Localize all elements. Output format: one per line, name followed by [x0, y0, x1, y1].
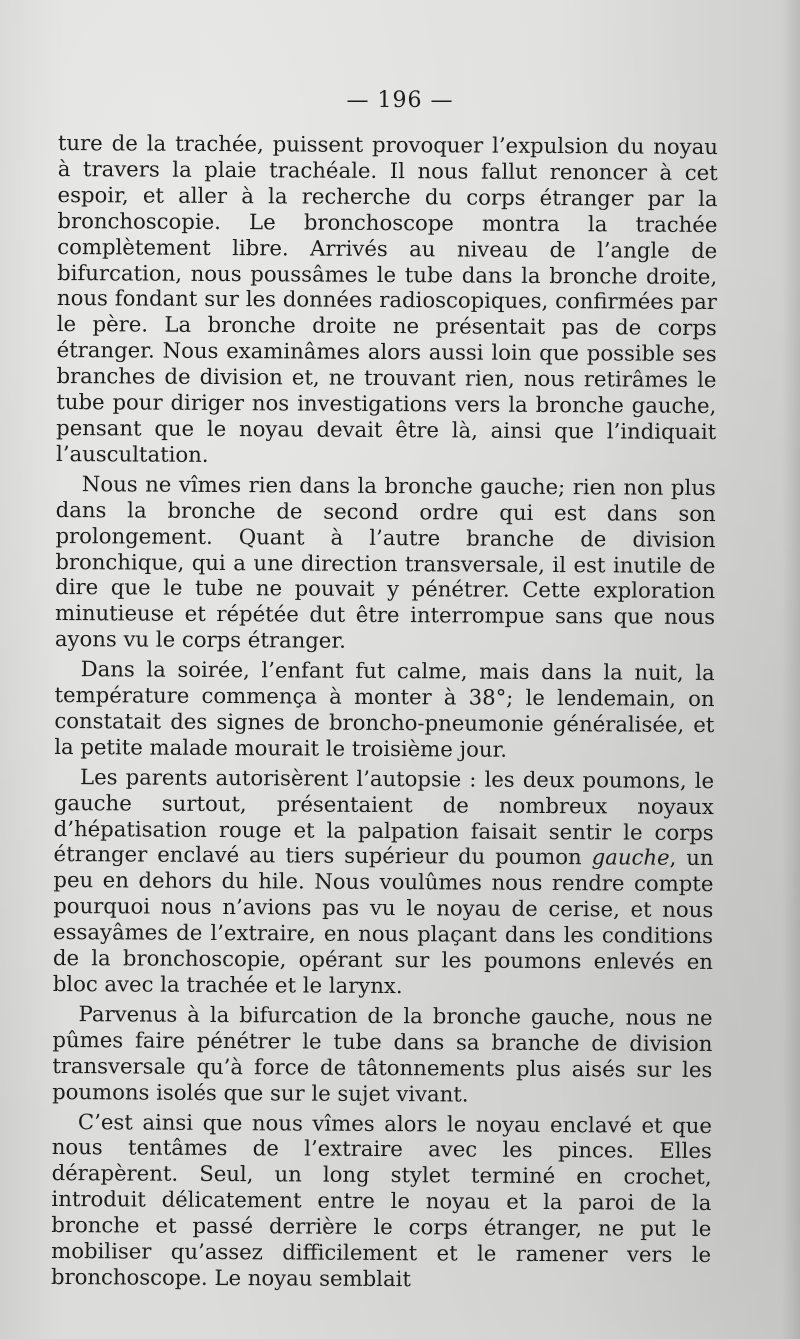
paragraph-bifurcation: Parvenus à la bifurcation de la bronche gauche, nous ne pûmes faire pénétrer le tube dans sa branche de division transversale qu’à force de tâtonnements plus aisés sur les poumons isolés que sur le sujet vivant. — [52, 1001, 713, 1107]
scan-shadow-edge — [782, 0, 800, 1339]
autopsy-text-italic: gauche — [591, 844, 670, 871]
autopsy-text-after: , un peu en dehors du hile. Nous voulûmes nous rendre compte pourquoi nous n’avions pas vu le noyau de cerise, et nous essayâmes de l’extraire, en nous plaçant dans les conditions de la bronchoscopie, opérant sur les poumons enlevés en bloc avec la trachée et le larynx. — [52, 845, 714, 999]
body-text — [51, 130, 718, 1294]
autopsy-text-before: Les parents autorisèrent l’autopsie : les deux poumons, le gauche surtout, présentaient de nombreux noyaux d’hépatisation rouge et la palpation faisait sentir le corps étranger enclavé au tiers supérieur du poumon — [53, 763, 715, 870]
page-number: — 196 — — [346, 88, 454, 113]
paragraph-bronchoscopy-left: Nous ne vîmes rien dans la bronche gauche; rien non plus dans la bronche de second ordre qui est dans son prolongement. Quant à l’autre branche de division bronchique, qui a une direction transversale, il est inutile de dire que le tube ne pouvait y pénétrer. Cette exploration minutieuse et répétée dut être interrompue sans que nous ayons vu le corps étranger. — [54, 470, 716, 653]
paragraph-continuation: ture de la trachée, puissent provoquer l’expulsion du noyau à travers la plaie trachéale. Il nous fallut renoncer à cet espoir, et aller à la recherche du corps étranger par la bronchoscopie. Le bronchoscope montra la trachée complètement libre. Arrivés au niveau de l’angle de bifurcation, nous poussâmes le tube dans la bronche droite, nous fondant sur les données radioscopiques, confirmées par le père. La bronche droite ne présentait pas de corps étranger. Nous examinâmes alors aussi loin que possible ses branches de division et, ne trouvant rien, nous retirâmes le tube pour diriger nos investigations vers la bronche gauche, pensant que le noyau devait être là, ainsi que l’indiquait l’auscultation. — [55, 130, 718, 467]
paragraph-autopsy — [53, 764, 714, 1001]
paragraph-evening-fever: Dans la soirée, l’enfant fut calme, mais dans la nuit, la température commença à monter à 38°; le lendemain, on constatait des signes de broncho-pneumonie généralisée, et la petite malade mourait le troisième jour. — [54, 656, 715, 762]
paragraph-extraction: C’est ainsi que nous vîmes alors le noyau enclavé et que nous tentâmes de l’extraire avec les pinces. Elles dérapèrent. Seul, un long stylet terminé en crochet, introduit délicatement entre le noyau et la paroi de la bronche et passé derrière le corps étranger, ne put le mobiliser qu’assez difficilement et le ramener vers le bronchoscope. Le noyau semblait — [50, 1108, 713, 1292]
